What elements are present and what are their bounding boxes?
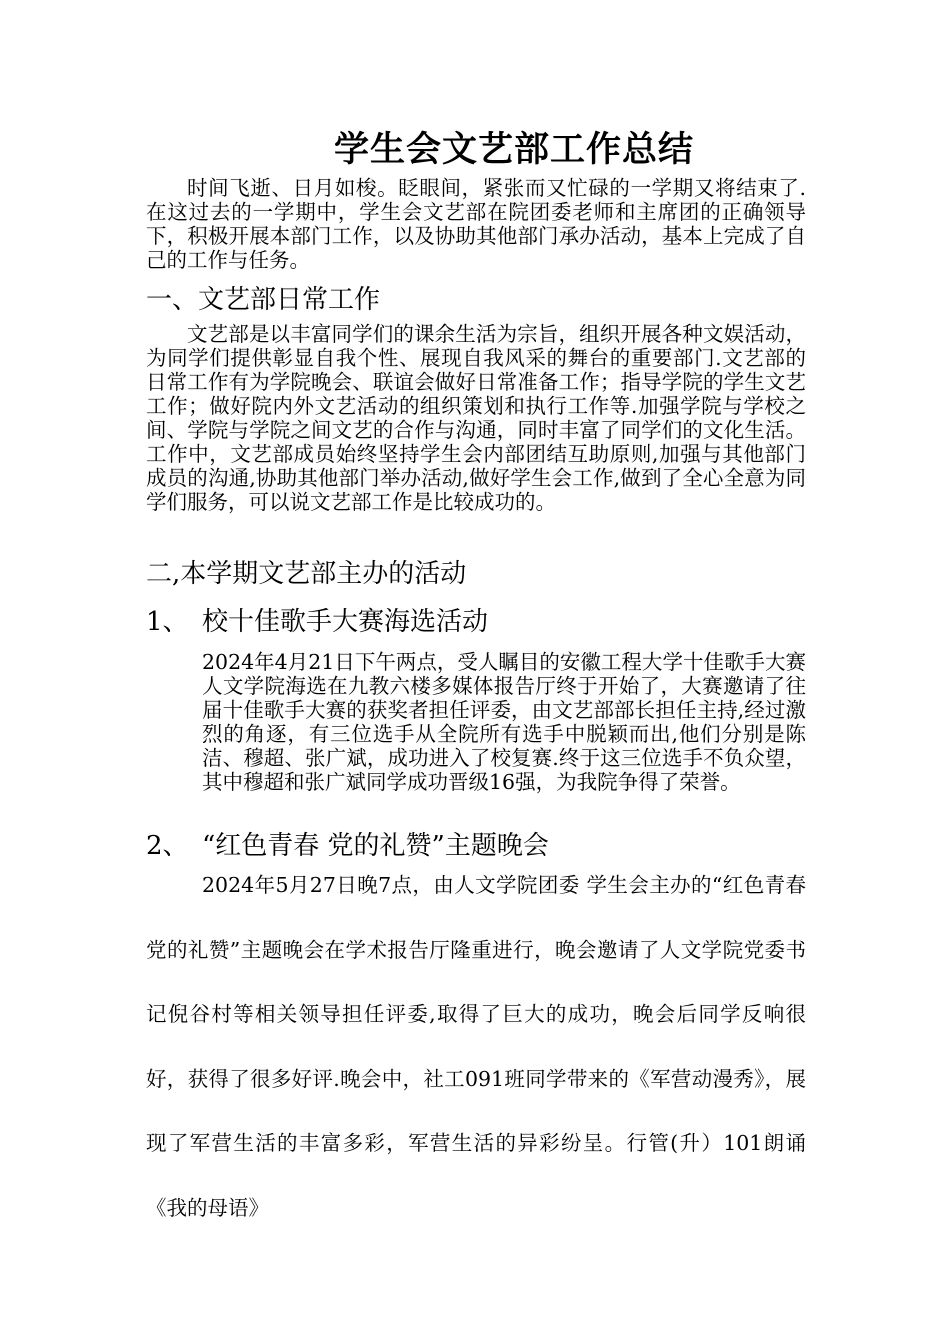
section1-body: 文艺部是以丰富同学们的课余生活为宗旨，组织开展各种文娱活动，为同学们提供彰显自我个性、展现自我风采的舞台的重要部门.文艺部的日常工作有为学院晚会、联谊会做好日常准备工作；指导学院的学生文艺工作；做好院内外文艺活动的组织策划和执行工作等.加强学院与学校之间、学院与学院之间文艺的合作与沟通，同时丰富了同学们的文化生活。工作中，文艺部成员始终坚持学生会内部团结互助原则,加强与其他部门成员的沟通,协助其他部门举办活动,做好学生会工作,做到了全心全意为同学们服务，可以说文艺部工作是比较成功的。 (146, 322, 806, 514)
intro-paragraph: 时间飞逝、日月如梭。眨眼间，紧张而又忙碌的一学期又将结束了.在这过去的一学期中，学生会文艺部在院团委老师和主席团的正确领导下，积极开展本部门工作，以及协助其他部门承办活动，基本上完成了自己的工作与任务。 (146, 176, 806, 272)
item2-title: “红色青春 党的礼赞”主题晚会 (202, 831, 549, 861)
item2-body: 2024年5月27日晚7点，由人文学院团委 学生会主办的“红色青春 党的礼赞”主题晚会在学术报告厅隆重进行，晚会邀请了人文学院党委书记倪谷村等相关领导担任评委,取得了巨大的成功，晚会后同学反响很好，获得了很多好评.晚会中，社工091班同学带来的《军营动漫秀》，展现了军营生活的丰富多彩，军营生活的异彩纷呈。行管(升）101朗诵《我的母语》 (146, 873, 806, 1220)
item2-number: 2、 (146, 831, 189, 861)
section1-heading: 一、文艺部日常工作 (146, 285, 381, 315)
document-title: 学生会文艺部工作总结 (333, 130, 694, 170)
item1-number: 1、 (146, 607, 189, 637)
item1-title: 校十佳歌手大赛海选活动 (202, 607, 489, 637)
item1-body: 2024年4月21日下午两点，受人瞩目的安徽工程大学十佳歌手大赛人文学院海选在九教六楼多媒体报告厅终于开始了，大赛邀请了往届十佳歌手大赛的获奖者担任评委，由文艺部部长担任主持,经过激烈的角逐，有三位选手从全院所有选手中脱颖而出,他们分别是陈洁、穆超、张广斌，成功进入了校复赛.终于这三位选手不负众望，其中穆超和张广斌同学成功晋级16强，为我院争得了荣誉。 (202, 650, 806, 794)
section2-heading: 二,本学期文艺部主办的活动 (146, 559, 467, 589)
item1-heading (146, 605, 488, 639)
